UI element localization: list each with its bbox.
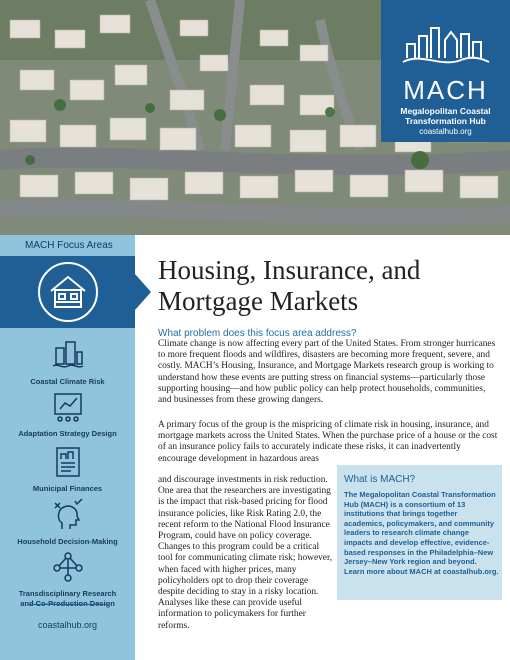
sidebar-title-text: MACH Focus Areas	[25, 240, 113, 251]
focus-area-coastal-climate-risk	[0, 338, 135, 387]
logo-subtitle-2: Transformation Hub	[405, 116, 486, 126]
focus-area-label-line2: and Co-Production Design	[20, 599, 115, 608]
section-question: What problem does this focus area address?	[158, 328, 357, 339]
logo-url[interactable]: coastalhub.org	[419, 127, 472, 136]
focus-area-label: Adaptation Strategy Design	[18, 429, 117, 438]
panel-pointer	[135, 274, 151, 310]
focus-area-label: Coastal Climate Risk	[30, 377, 105, 386]
focus-area-municipal-finances	[0, 445, 135, 494]
footer-divider	[28, 604, 108, 605]
focus-area-label: Municipal Finances	[32, 484, 103, 493]
paragraph-intro: Climate change is now affecting every part of the United States. From stronger hurricanes to more frequent floods and wildfires, disasters are becoming more frequent, severe, and costly. MACH’s Housing, Insurance, and Mortgage Markets research group is working to understand how these events are putting stress on financial systems—particularly those supporting housing—and how public policy can help protect households, communities, and businesses from these growing dangers.	[158, 339, 496, 406]
footer-url[interactable]: coastalhub.org	[37, 620, 98, 630]
focus-area-transdisciplinary	[0, 550, 135, 609]
box-title: What is MACH?	[344, 474, 416, 485]
flooded-buildings-icon	[51, 338, 85, 372]
paragraph-focus: A primary focus of the group is the mispricing of climate risk in housing, insurance, and mortgage markets across the United States. When the purchase price of a house or the cost of an insurance policy fails to accurately indicate these risks, it can inadvertently encourage development in hazardous areas	[158, 420, 498, 464]
box-text: The Megalopolitan Coastal Transformation Hub (MACH) is a consortium of 13 institutions that brings together academics, policymakers, and community leaders to research climate change impacts and develop effective, evidence-based responses in the Philadelphia–New Jersey–New York region and beyond. Learn more about MACH at coastalhub.org.	[344, 490, 499, 576]
logo-name: MACH	[403, 75, 488, 105]
skyline-wave-icon	[401, 22, 491, 68]
page-headline	[158, 255, 498, 317]
headline-line-1: Housing, Insurance, and	[158, 255, 421, 285]
focus-area-label: Transdisciplinary Research	[18, 589, 117, 598]
sidebar-title	[0, 235, 135, 256]
focus-area-adaptation-strategy	[0, 390, 135, 439]
city-document-icon	[51, 445, 85, 479]
focus-area-household-decision	[0, 498, 135, 547]
head-choice-icon	[51, 498, 85, 532]
mach-logo-block	[381, 0, 510, 142]
focus-area-label: Household Decision-Making	[17, 537, 118, 546]
headline-line-2: Mortgage Markets	[158, 286, 359, 316]
people-network-icon	[51, 550, 85, 584]
housing-focus-panel	[0, 256, 135, 328]
house-icon	[37, 261, 99, 323]
logo-subtitle-1: Megalopolitan Coastal	[400, 106, 491, 116]
paragraph-focus-continued: and discourage investments in risk reduction. One area that the researchers are investigating is the impact that risk-based pricing for flood insurance policies, like Risk Rating 2.0, the recent reform to the National Flood Insurance Program, could have on policy coverage. Changes to this program could be a critical tool for communicating climate risk; however, when faced with higher prices, many policyholders opt to drop their coverage despite deciding to stay in a risky location. Analyses like these can provide useful information to policymakers for further reforms.	[158, 475, 333, 631]
chart-board-icon	[51, 390, 85, 424]
